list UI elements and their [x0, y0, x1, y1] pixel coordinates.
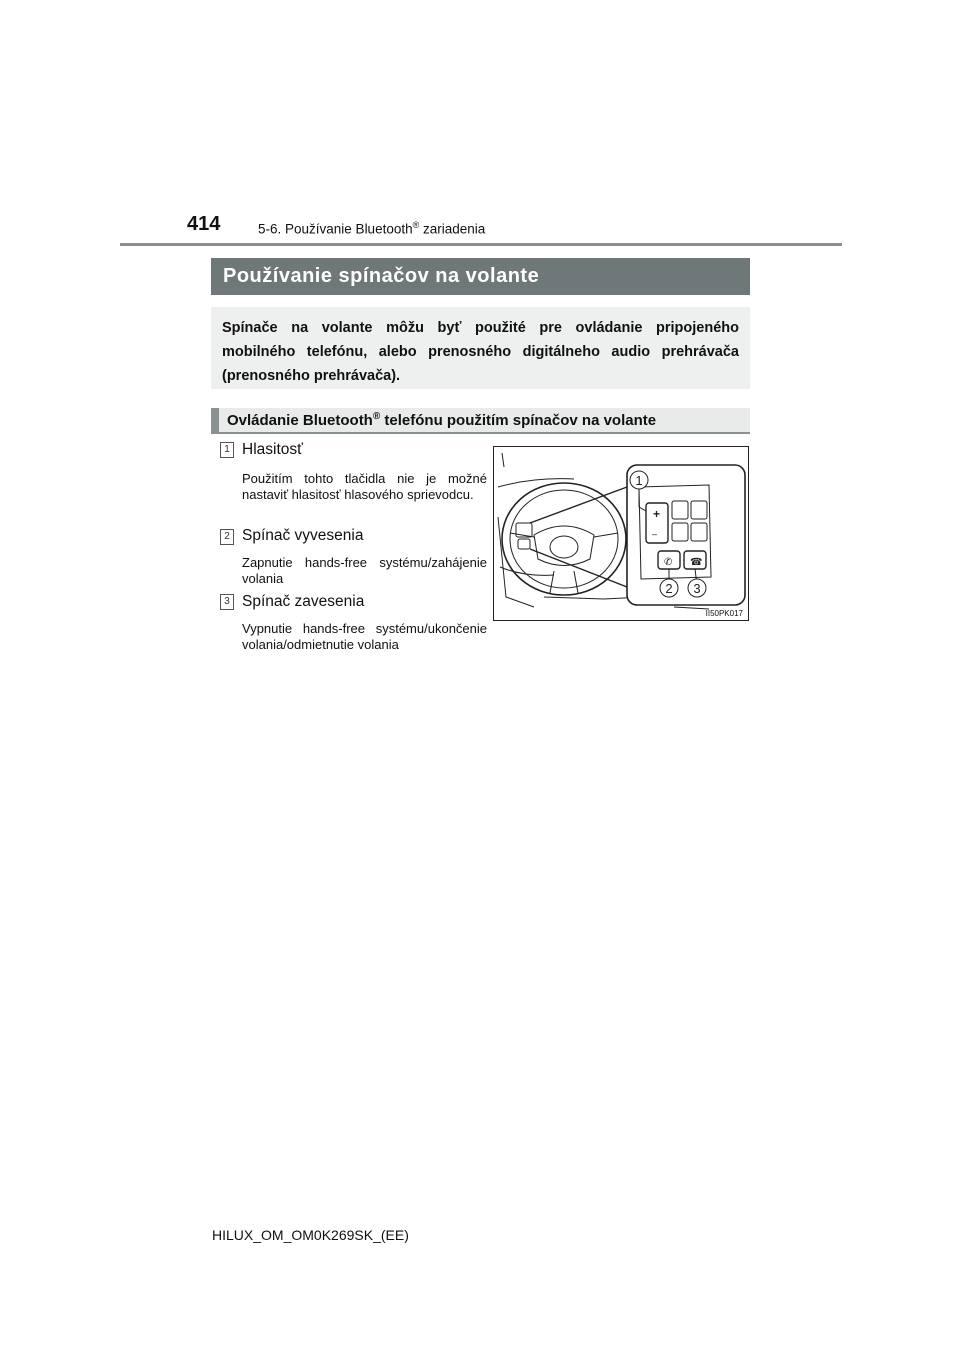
volume-down-icon: –	[652, 529, 658, 539]
steering-wheel-diagram	[494, 447, 748, 620]
callout-2: 2	[665, 581, 673, 596]
steering-wheel-icon	[502, 483, 626, 595]
callout-1: 1	[635, 473, 643, 488]
subheading-prefix: Ovládanie Bluetooth	[227, 412, 373, 429]
on-hook-icon: ☎	[690, 557, 703, 568]
steering-switch-figure	[493, 446, 749, 621]
item-description-volume: Použitím tohto tlačidla nie je možné nastaviť hlasitosť hlasového sprievodcu.	[242, 471, 487, 502]
callout-3: 3	[693, 581, 701, 596]
intro-box: Spínače na volante môžu byť použité pre ovládanie pripojeného mobilného telefónu, alebo prenosného digitálneho audio prehrávača (prenosného prehrávača).	[211, 307, 750, 389]
item-title-off-hook: Spínač vyvesenia	[242, 527, 364, 544]
subheading	[211, 408, 750, 434]
off-hook-icon: ✆	[664, 557, 673, 568]
item-title-on-hook: Spínač zavesenia	[242, 593, 365, 610]
page-title: Používanie spínačov na volante	[211, 258, 750, 295]
registered-mark: ®	[412, 220, 420, 230]
item-description-off-hook: Zapnutie hands-free systému/zahájenie volania	[242, 555, 487, 586]
item-title-volume: Hlasitosť	[242, 441, 303, 458]
subheading-suffix: telefónu použitím spínačov na volante	[380, 412, 657, 429]
figure-code: II50PK017	[705, 609, 743, 618]
header-divider	[120, 243, 842, 246]
page-number: 414	[187, 213, 221, 235]
section-title-prefix: 5-6. Používanie Bluetooth	[258, 221, 413, 237]
volume-up-icon: +	[653, 507, 661, 521]
item-number-3: 3	[220, 594, 234, 610]
item-number-1: 1	[220, 442, 234, 458]
footer-document-id: HILUX_OM_OM0K269SK_(EE)	[212, 1227, 409, 1243]
section-title-suffix: zariadenia	[419, 221, 486, 237]
item-number-2: 2	[220, 529, 234, 545]
section-header	[258, 220, 485, 237]
item-description-on-hook: Vypnutie hands-free systému/ukončenie volania/odmietnutie volania	[242, 621, 487, 652]
subheading-registered-mark: ®	[372, 411, 381, 422]
